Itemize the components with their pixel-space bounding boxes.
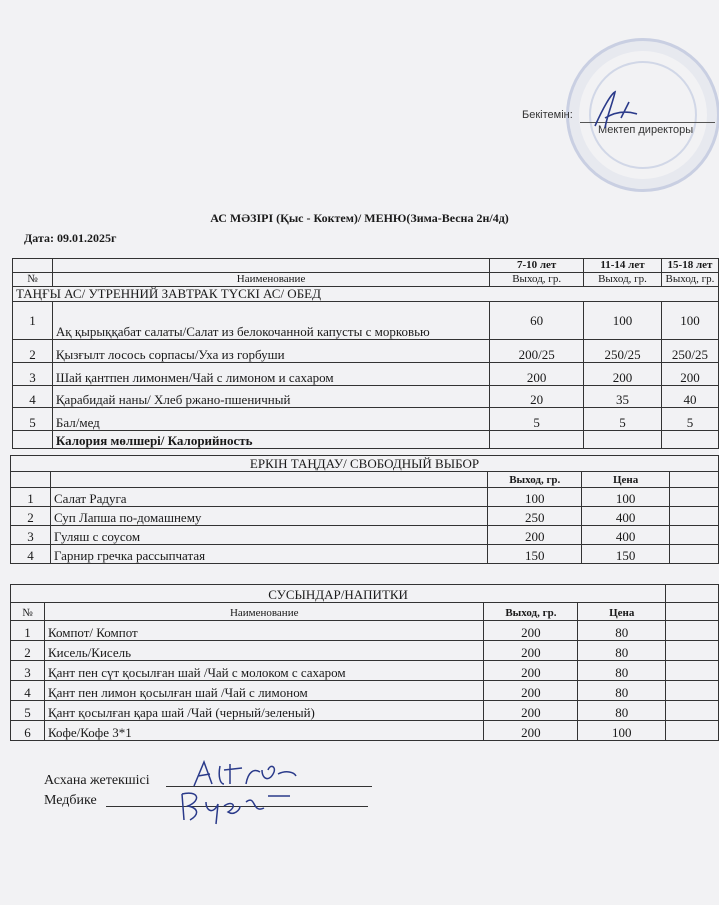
section-header: ТАҢҒЫ АС/ УТРЕННИЙ ЗАВТРАК ТҮСКІ АС/ ОБЕД	[13, 287, 719, 302]
director-signature	[585, 88, 645, 132]
col-price-header: Цена	[578, 603, 666, 621]
table-row: 3 Шай қантпен лимонмен/Чай с лимоном и сахаром 200 200 200	[13, 363, 719, 386]
table-row: 4 Гарнир гречка рассыпчатая 150 150	[11, 545, 719, 564]
age-group-header: 7-10 лет	[490, 259, 584, 273]
approval-label: Бекітемін:	[522, 109, 573, 121]
page-title: АС МӘЗІРІ (Қыс - Коктем)/ МЕНЮ(Зима-Весна 2н/4д)	[210, 211, 509, 225]
age-group-header: 11-14 лет	[584, 259, 662, 273]
col-price-header: Цена	[582, 472, 670, 488]
table-row: 3 Гуляш с соусом 200 400	[11, 526, 719, 545]
table-row: 1 Ақ қырыққабат салаты/Салат из белокочанной капусты с морковью 60 100 100	[13, 302, 719, 340]
free-choice-table	[10, 455, 719, 564]
calorie-label: Калория мөлшері/ Калорийность	[52, 431, 489, 449]
col-output-header: Выход, гр.	[584, 273, 662, 287]
nurse-signature	[176, 786, 296, 826]
table-row: 5 Қант қосылған қара шай /Чай (черный/зеленый) 200 80	[11, 701, 719, 721]
col-num-header: №	[11, 603, 45, 621]
table-row: 2 Кисель/Кисель 200 80	[11, 641, 719, 661]
col-output-header: Выход, гр.	[661, 273, 718, 287]
breakfast-table	[12, 258, 719, 449]
col-output-header: Выход, гр.	[488, 472, 582, 488]
table-row: 1 Салат Радуга 100 100	[11, 488, 719, 507]
drinks-table	[10, 584, 719, 741]
col-output-header: Выход, гр.	[490, 273, 584, 287]
table-row: 4 Қант пен лимон қосылған шай /Чай с лимоном 200 80	[11, 681, 719, 701]
section-header: СУСЫНДАР/НАПИТКИ	[11, 585, 666, 603]
table-row: 2 Суп Лапша по-домашнему 250 400	[11, 507, 719, 526]
table-row: 3 Қант пен сүт қосылған шай /Чай с молоком с сахаром 200 80	[11, 661, 719, 681]
table-row: 1 Компот/ Компот 200 80	[11, 621, 719, 641]
col-num-header: №	[13, 273, 53, 287]
col-name-header: Наименование	[44, 603, 484, 621]
col-output-header: Выход, гр.	[484, 603, 578, 621]
section-header: ЕРКІН ТАҢДАУ/ СВОБОДНЫЙ ВЫБОР	[11, 456, 719, 472]
menu-date: Дата: 09.01.2025г	[24, 231, 117, 245]
table-row: 2 Қызғылт лосось сорпасы/Уха из горбуши 200/25 250/25 250/25	[13, 340, 719, 363]
col-name-header: Наименование	[52, 273, 489, 287]
table-row: 4 Қарабидай наны/ Хлеб ржано-пшеничный 20 35 40	[13, 386, 719, 408]
age-group-header: 15-18 лет	[661, 259, 718, 273]
canteen-head-label: Асхана жетекшісі	[44, 773, 150, 788]
table-row: 6 Кофе/Кофе 3*1 200 100	[11, 721, 719, 741]
table-row: 5 Бал/мед 5 5 5	[13, 408, 719, 431]
approval-role: Мектеп директоры	[598, 124, 694, 136]
nurse-label: Медбике	[44, 793, 97, 808]
calorie-row	[13, 431, 719, 449]
